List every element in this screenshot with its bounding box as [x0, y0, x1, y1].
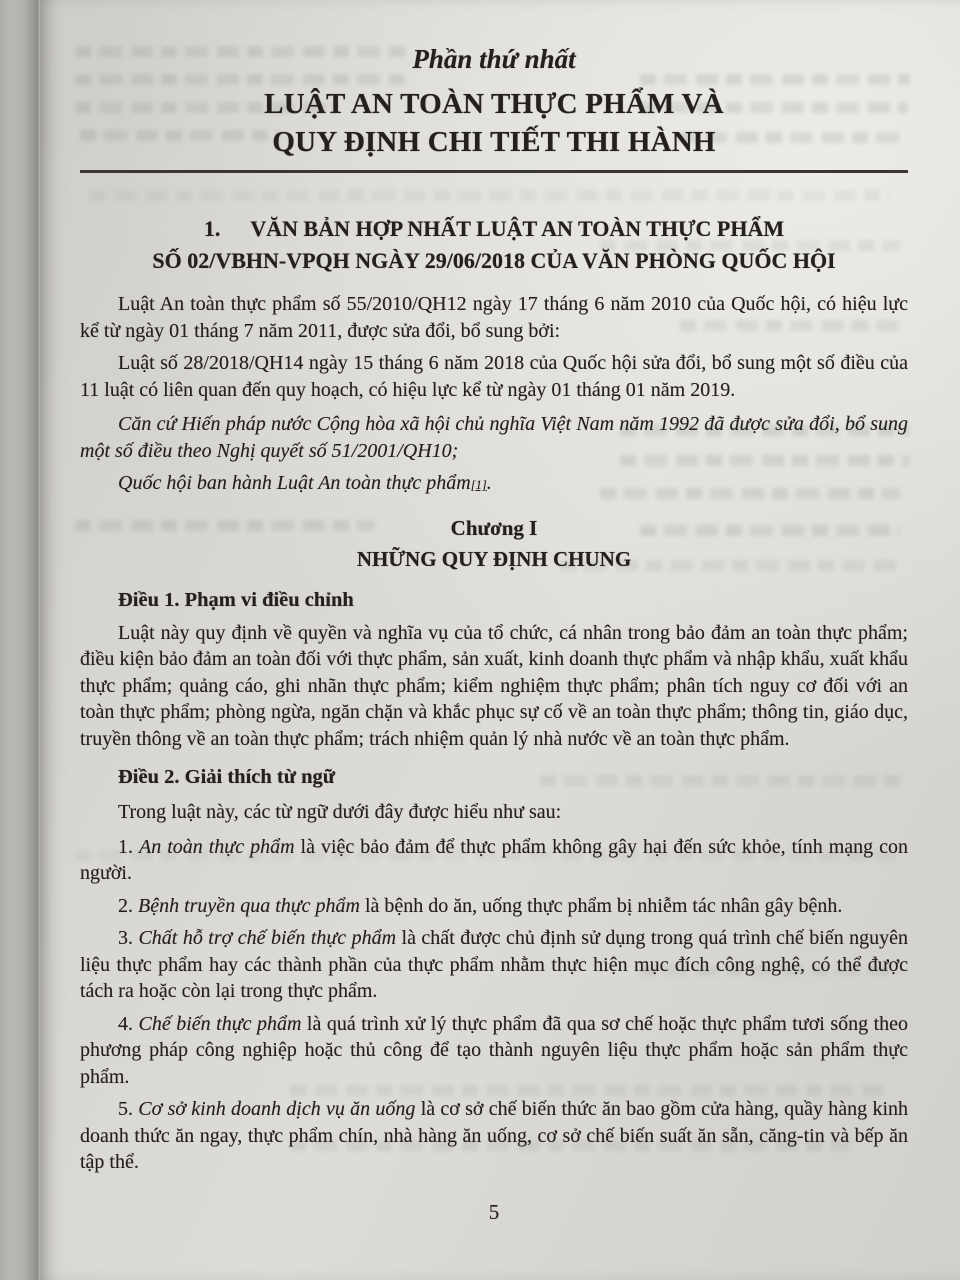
previous-page-edge	[0, 0, 40, 1280]
chapter-label: Chương I	[450, 515, 538, 540]
definition-item	[80, 893, 908, 920]
item-term: Chất hỗ trợ chế biến thực phẩm	[138, 927, 397, 949]
definition-item	[80, 1011, 908, 1091]
section-heading-line2: SỐ 02/VBHN-VPQH NGÀY 29/06/2018 CỦA VĂN PHÒNG QUỐC HỘI	[152, 248, 836, 273]
item-number: 1.	[118, 835, 133, 858]
intro-paragraph: Luật An toàn thực phẩm số 55/2010/QH12 ngày 17 tháng 6 năm 2010 của Quốc hội, có hiệu lực kể từ ngày 01 tháng 7 năm 2011, được sửa đổi, bổ sung bởi:	[80, 293, 908, 342]
item-text: là bệnh do ăn, uống thực phẩm bị nhiễm tác nhân gây bệnh.	[364, 894, 843, 917]
book-title	[80, 85, 908, 161]
section-number: 1.	[203, 216, 221, 241]
item-term: Bệnh truyền qua thực phẩm	[138, 894, 360, 917]
item-term: Chế biến thực phẩm	[138, 1012, 302, 1035]
footnote-ref: [1]	[470, 478, 487, 492]
item-text: là việc bảo đảm để thực phẩm không gây hại đến sức khỏe, tính mạng con người.	[80, 835, 909, 884]
item-text: là cơ sở chế biến thức ăn bao gồm cửa hàng, quầy hàng kinh doanh thức ăn ngay, thực phẩm chín, nhà hàng ăn uống, cơ sở chế biến suất ăn sẵn, căng-tin và bếp ăn tập thể.	[80, 1098, 909, 1173]
section-heading-line1: 1. VĂN BẢN HỢP NHẤT LUẬT AN TOÀN THỰC PHẨM	[203, 216, 785, 241]
book-page	[40, 0, 960, 1280]
book-title-line2: QUY ĐỊNH CHI TIẾT THI HÀNH	[272, 126, 716, 158]
intro-paragraph: Luật số 28/2018/QH14 ngày 15 tháng 6 năm 2018 của Quốc hội sửa đổi, bổ sung một số điều của 11 luật có liên quan đến quy hoạch, có hiệu lực kể từ ngày 01 tháng 01 năm 2019.	[80, 352, 908, 401]
part-label: Phần thứ nhất	[412, 44, 576, 74]
item-text: là quá trình xử lý thực phẩm đã qua sơ chế hoặc thực phẩm tươi sống theo phương pháp công nghiệp hoặc thủ công để tạo thành nguyên liệu thực phẩm hoặc sản phẩm thực phẩm.	[80, 1012, 909, 1088]
item-number: 4.	[118, 1012, 133, 1035]
preamble-basis: Căn cứ Hiến pháp nước Cộng hòa xã hội chủ nghĩa Việt Nam năm 1992 đã được sửa đổi, bổ sung một số điều theo Nghị quyết số 51/2001/QH10;	[80, 413, 908, 462]
book-title-line1: LUẬT AN TOÀN THỰC PHẨM VÀ	[264, 88, 724, 120]
item-number: 2.	[118, 894, 133, 917]
article-1-body: Luật này quy định về quyền và nghĩa vụ của tổ chức, cá nhân trong bảo đảm an toàn thực phẩm; điều kiện bảo đảm an toàn đối với thực phẩm, sản xuất, kinh doanh thực phẩm và nhập khẩu, xuất khẩu thực phẩm; quảng cáo, ghi nhãn thực phẩm; kiểm nghiệm thực phẩm; phân tích nguy cơ đối với an toàn thực phẩm; phòng ngừa, ngăn chặn và khắc phục sự cố về an toàn thực phẩm; thông tin, giáo dục, truyền thông về an toàn thực phẩm; trách nhiệm quản lý nhà nước về an toàn thực phẩm.	[80, 621, 908, 750]
definition-item	[80, 925, 908, 1005]
item-number: 5.	[118, 1098, 133, 1120]
chapter-title: NHỮNG QUY ĐỊNH CHUNG	[356, 546, 632, 571]
definition-item	[80, 834, 908, 887]
page-number: 5	[488, 1199, 500, 1224]
article-1-heading: Điều 1. Phạm vi điều chỉnh	[118, 588, 354, 611]
page-content	[80, 36, 908, 1225]
preamble-enactment: Quốc hội ban hành Luật An toàn thực phẩm[1].	[118, 472, 492, 494]
item-term: Cơ sở kinh doanh dịch vụ ăn uống	[138, 1098, 416, 1120]
chapter-heading	[80, 513, 908, 575]
article-2-intro: Trong luật này, các từ ngữ dưới đây được hiểu như sau:	[118, 801, 562, 823]
title-divider	[80, 170, 908, 173]
article-2-heading: Điều 2. Giải thích từ ngữ	[118, 766, 336, 788]
item-text: là chất được chủ định sử dụng trong quá trình chế biến nguyên liệu thực phẩm hay các thành phần của thực phẩm nhằm thực hiện mục đích công nghệ, có thể được tách ra hoặc còn lại trong thực phẩm.	[80, 927, 909, 1002]
item-number: 3.	[118, 927, 133, 949]
definition-item	[80, 1096, 908, 1176]
item-term: An toàn thực phẩm	[139, 835, 295, 858]
section-heading	[80, 213, 908, 277]
